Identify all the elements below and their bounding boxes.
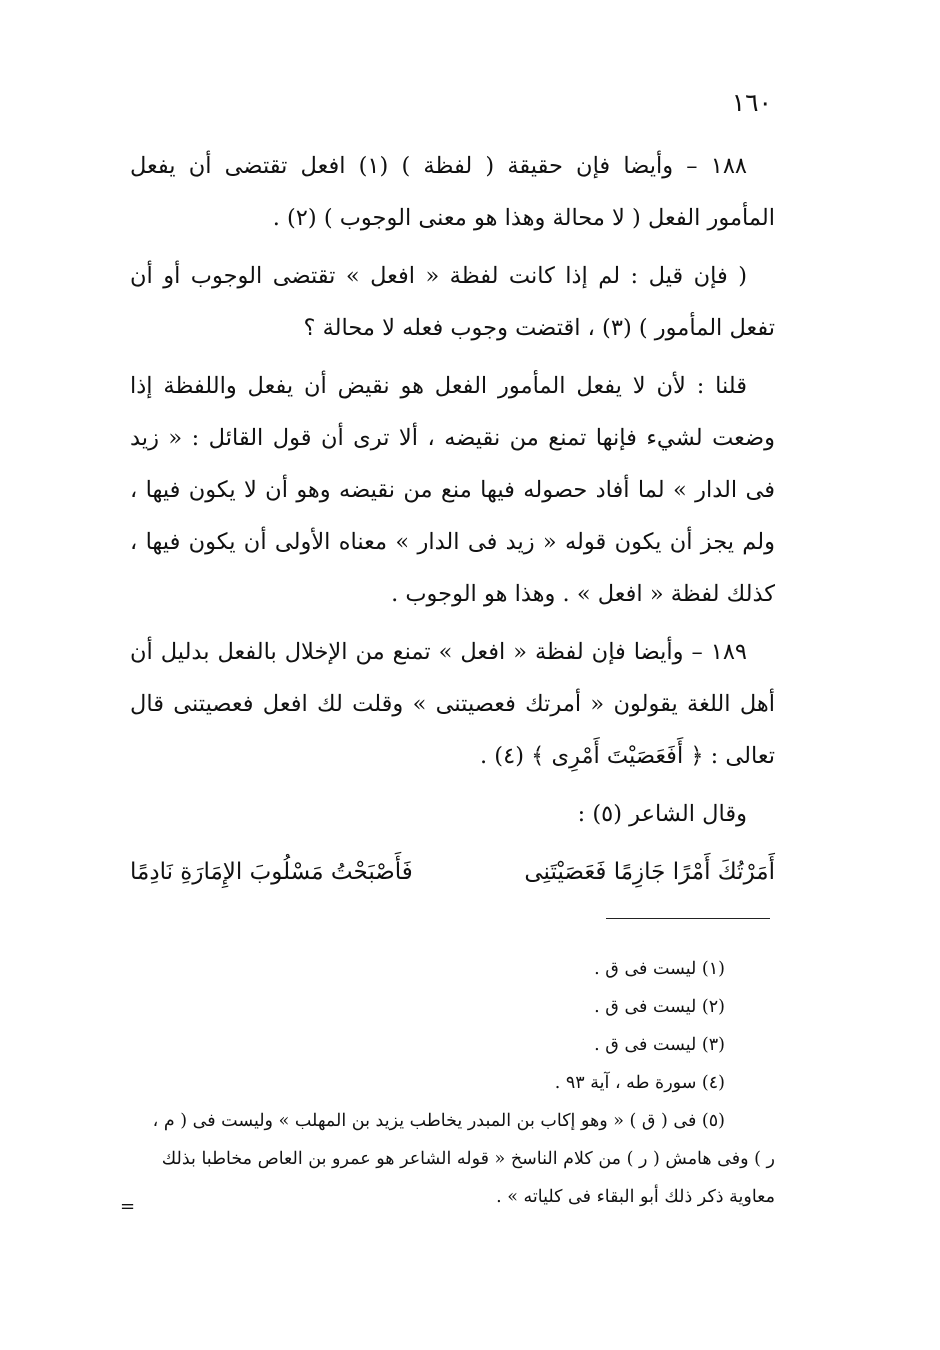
footnote-3: (٣) ليست فى ق . [594,1035,725,1055]
poem-verse [130,846,775,898]
footnote-divider [606,918,770,919]
footnote-5-end: معاوية ذكر ذلك أبو البقاء فى كلياته » . [496,1187,775,1207]
footnote-5-continued: ر ) وفى هامش ( ر ) من كلام الناسخ « قوله الشاعر هو عمرو بن العاص مخاطبا بذلك [161,1149,775,1169]
page-number: ١٦٠ [731,88,772,117]
footnote-1: (١) ليست فى ق . [594,959,725,979]
poem-first-hemistich: أَمَرْتُكَ أَمْرًا جَازِمًا فَعَصَيْتَنِى [524,859,775,885]
paragraph-question: ( فإن قيل : لم إذا كانت لفظة « افعل » تقتضى الوجوب أو أن تفعل المأمور ) (٣) ، اقتضت وجوب فعله لا محالة ؟ [130,263,775,341]
footnote-5: (٥) فى ( ق ) « وهو إكاب بن المبدر يخاطب يزيد بن المهلب » وليست فى ( م ، [152,1111,725,1131]
paragraph-189: ١٨٩ – وأيضا فإن لفظة « افعل » تمنع من الإخلال بالفعل بدليل أن أهل اللغة يقولون « أمرتك فعصيتنى » وقلت لك افعل فعصيتنى قال تعالى : ﴿ أَفَعَصَيْتَ أَمْرِى ﴾ (٤) . [130,639,775,769]
poem-second-hemistich: فَأَصْبَحْتُ مَسْلُوبَ الإِمَارَةِ نَادِمًا [130,859,413,885]
main-text [130,140,775,898]
paragraph-188: ١٨٨ – وأيضا فإن حقيقة ( لفظة ) (١) افعل تقتضى أن يفعل المأمور الفعل ( لا محالة وهذا هو معنى الوجوب ) (٢) . [130,153,775,231]
footnote-4: (٤) سورة طه ، آية ٩٣ . [554,1073,725,1093]
paragraph-poet-intro: وقال الشاعر (٥) : [577,801,747,827]
footnote-2: (٢) ليست فى ق . [594,997,725,1017]
paragraph-answer: قلنا : لأن لا يفعل المأمور الفعل هو نقيض أن يفعل واللفظة إذا وضعت لشيء فإنها تمنع من نقيضه ، ألا ترى أن قول القائل : « زيد فى الدار » لما أفاد حصوله فيها منع من نقيضه وهو أن لا يكون فيها ، ولم يجز أن يكون قوله « زيد فى الدار » معناه الأولى أن يكون فيها ، كذلك لفظة « افعل » . وهذا هو الوجوب . [130,373,775,607]
footnotes [130,950,775,1216]
continuation-mark: = [120,1196,136,1217]
